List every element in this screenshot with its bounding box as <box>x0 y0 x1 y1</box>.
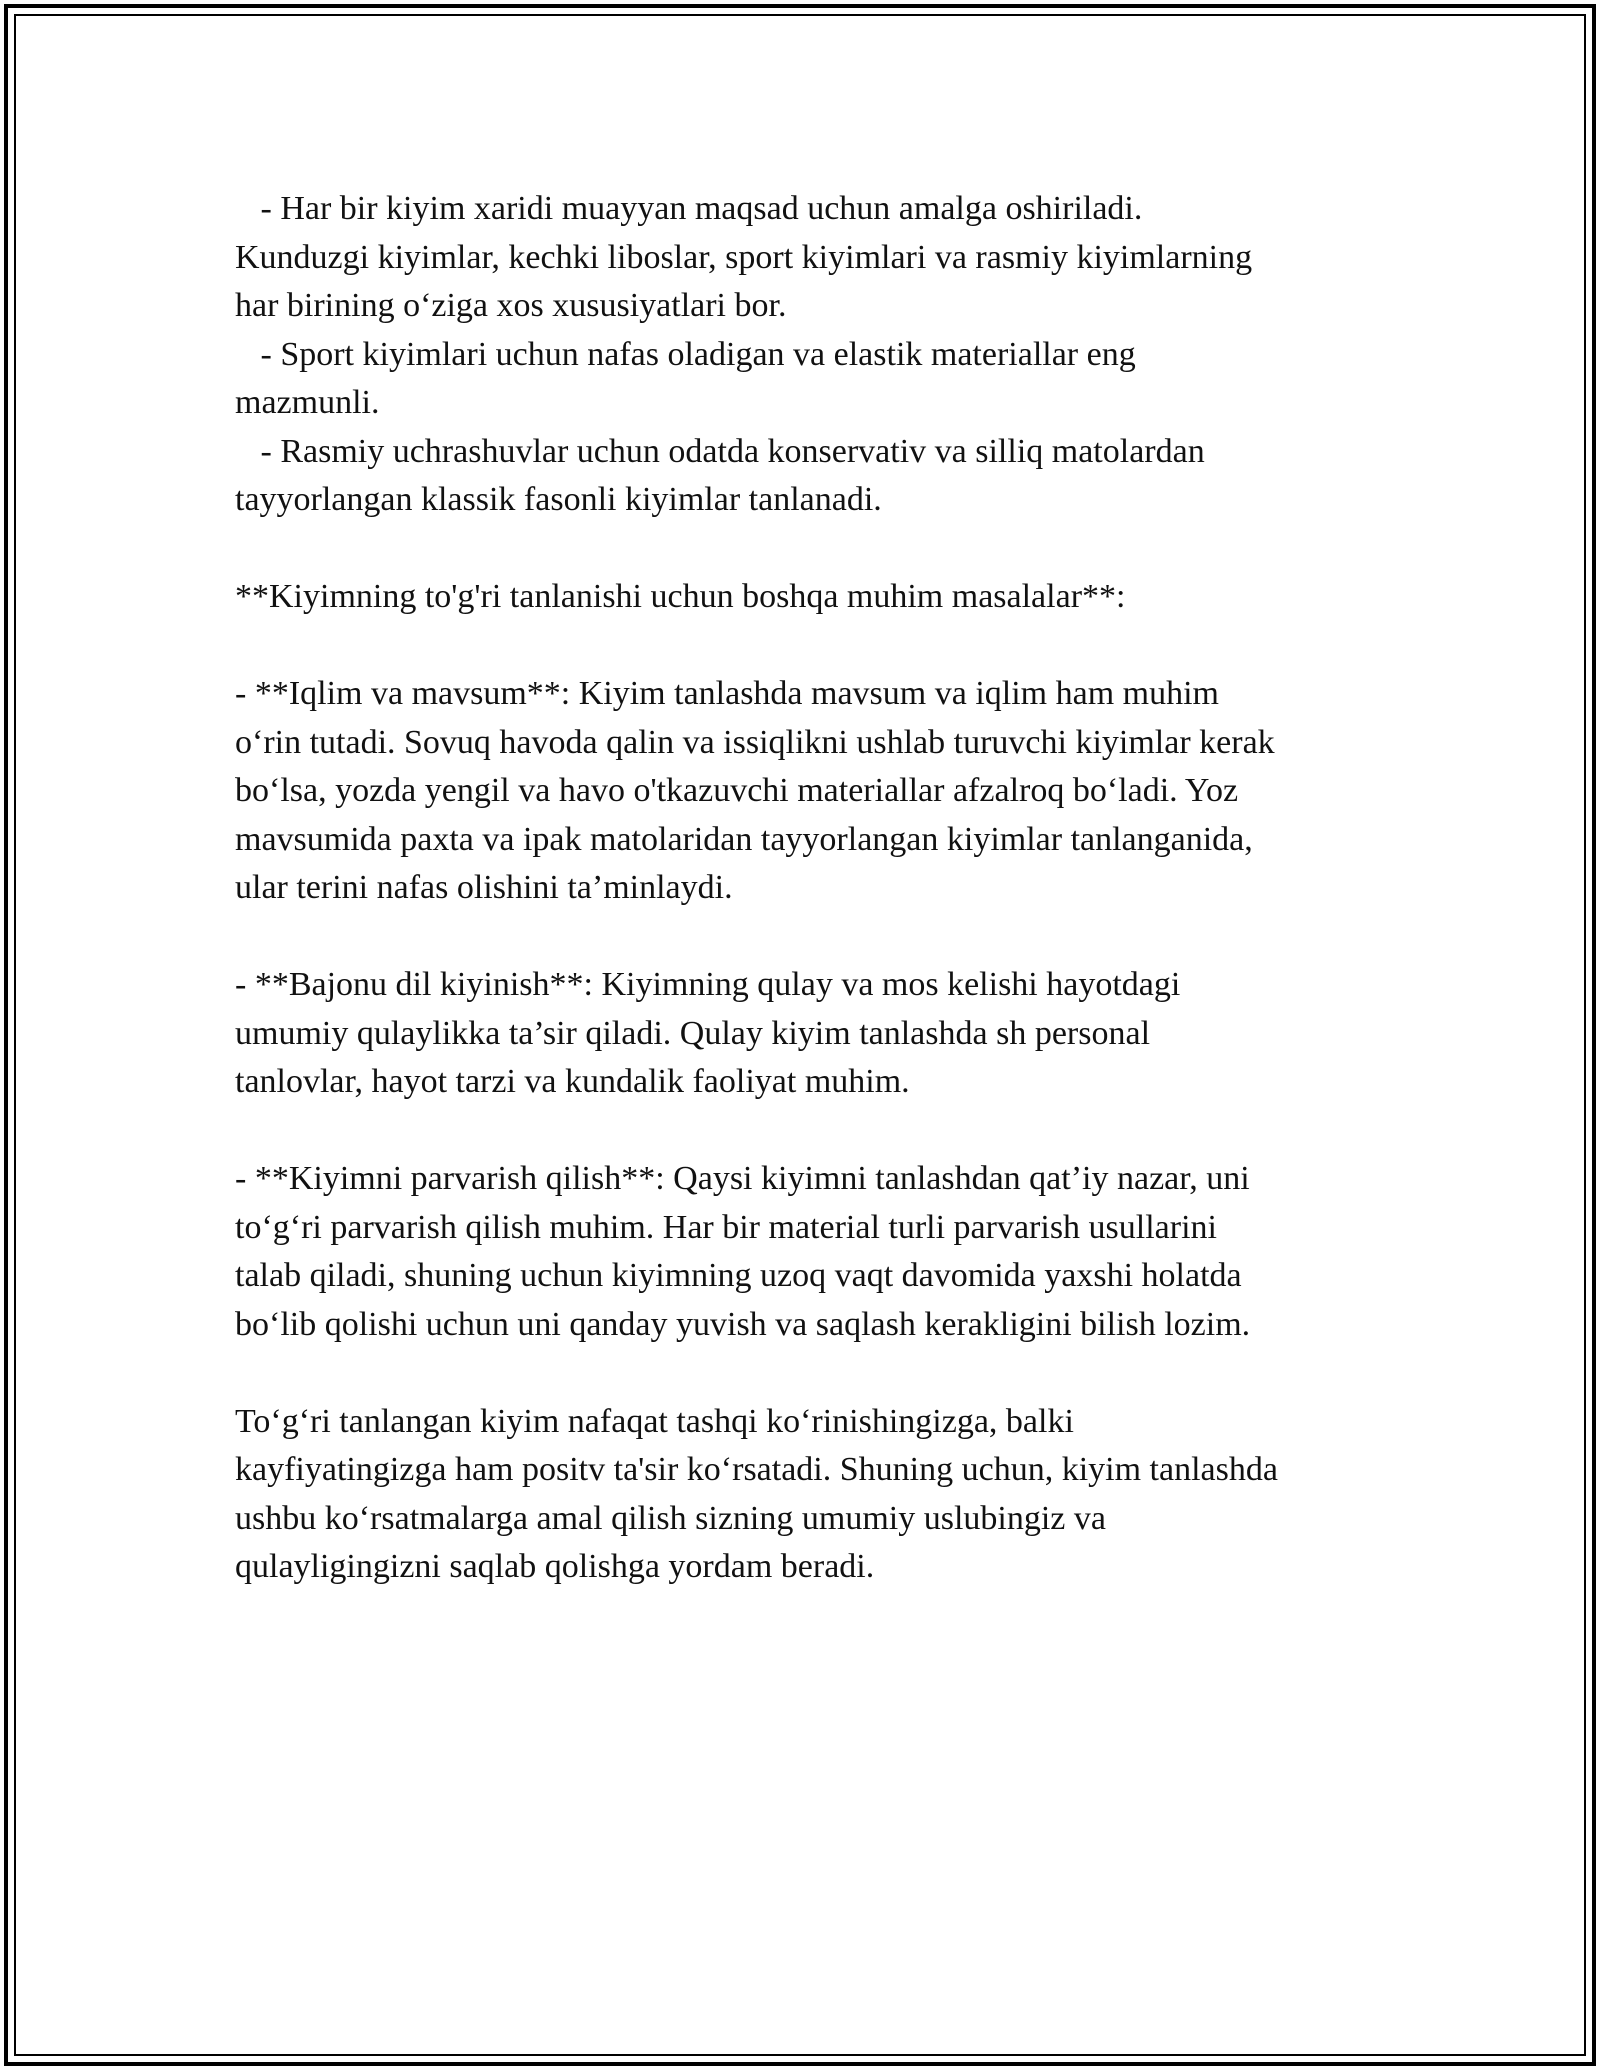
section-heading: **Kiyimning to'g'ri tanlanishi uchun boshqa muhim masalalar**: <box>235 578 1126 615</box>
text-line: umumiy qulaylikka ta’sir qiladi. Qulay kiyim tanlashda sh personal <box>235 1014 1151 1052</box>
text-line: - **Iqlim va mavsum**: Kiyim tanlashda mavsum va iqlim ham muhim <box>235 675 1219 712</box>
blank-line <box>235 525 1395 574</box>
text-line: - Har bir kiyim xaridi muayyan maqsad uchun amalga oshiriladi. <box>235 190 1143 227</box>
text-line: qulayligingizni saqlab qolishga yordam beradi. <box>235 1548 875 1585</box>
text-line: To‘g‘ri tanlangan kiyim nafaqat tashqi ko‘rinishingizga, balki <box>235 1402 1074 1440</box>
text-line: tanlovlar, hayot tarzi va kundalik faoliyat muhim. <box>235 1063 910 1100</box>
text-line: bo‘lsa, yozda yengil va havo o'tkazuvchi materiallar afzalroq bo‘ladi. Yoz <box>235 772 1239 809</box>
text-line: Kunduzgi kiyimlar, kechki liboslar, sport kiyimlari va rasmiy kiyimlarning <box>235 238 1253 276</box>
text-line: - Rasmiy uchrashuvlar uchun odatda konservativ va silliq matolardan <box>235 432 1205 470</box>
text-line: - Sport kiyimlari uchun nafas oladigan va elastik materiallar eng <box>235 335 1136 373</box>
text-line: o‘rin tutadi. Sovuq havoda qalin va issiqlikni ushlab turuvchi kiyimlar kerak <box>235 723 1275 761</box>
text-line: to‘g‘ri parvarish qilish muhim. Har bir material turli parvarish usullarini <box>235 1208 1217 1246</box>
text-line: - **Kiyimni parvarish qilish**: Qaysi kiyimni tanlashdan qat’iy nazar, uni <box>235 1160 1250 1197</box>
text-line: bo‘lib qolishi uchun uni qanday yuvish va saqlash kerakligini bilish lozim. <box>235 1305 1251 1343</box>
document-body <box>235 185 1395 1592</box>
text-line: har birining o‘ziga xos xususiyatlari bor. <box>235 287 787 324</box>
text-line: - **Bajonu dil kiyinish**: Kiyimning qulay va mos kelishi hayotdagi <box>235 966 1181 1003</box>
blank-line <box>235 913 1395 962</box>
text-line: mazmunli. <box>235 384 380 421</box>
text-line: kayfiyatingizga ham positv ta'sir ko‘rsatadi. Shuning uchun, kiyim tanlashda <box>235 1451 1278 1488</box>
text-line: mavsumida paxta va ipak matolaridan tayyorlangan kiyimlar tanlanganida, <box>235 820 1253 858</box>
blank-line <box>235 622 1395 671</box>
blank-line <box>235 1349 1395 1398</box>
text-line: talab qiladi, shuning uchun kiyimning uzoq vaqt davomida yaxshi holatda <box>235 1257 1242 1294</box>
text-line: ular terini nafas olishini ta’minlaydi. <box>235 869 733 906</box>
text-line: ushbu ko‘rsatmalarga amal qilish sizning umumiy uslubingiz va <box>235 1499 1106 1537</box>
blank-line <box>235 1107 1395 1156</box>
text-line: tayyorlangan klassik fasonli kiyimlar tanlanadi. <box>235 481 882 518</box>
